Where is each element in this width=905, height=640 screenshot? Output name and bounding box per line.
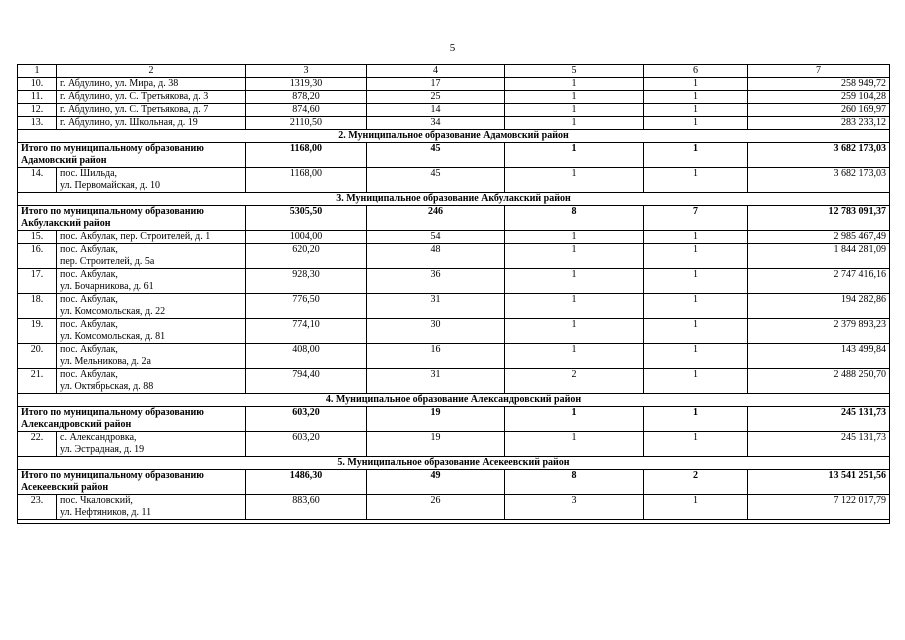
total-cell-c4: 246 — [367, 206, 505, 231]
address-line: пер. Строителей, д. 5а — [60, 255, 155, 267]
cell-c5: 1 — [505, 78, 644, 91]
table-row — [18, 344, 890, 369]
cell-c5: 1 — [505, 244, 644, 269]
cell-c6: 1 — [644, 231, 748, 244]
address-line: ул. Комсомольская, д. 22 — [60, 305, 166, 317]
row-number: 11. — [18, 91, 57, 104]
table-row — [18, 369, 890, 394]
cell-c4: 31 — [367, 294, 505, 319]
cell-c5: 1 — [505, 117, 644, 130]
address-line: пос. Акбулак, — [60, 344, 118, 355]
cell-c7: 2 488 250,70 — [748, 369, 890, 394]
row-number: 23. — [18, 495, 57, 520]
total-cell-c7: 245 131,73 — [748, 407, 890, 432]
address-line: пос. Акбулак, — [60, 244, 118, 255]
cell-c6: 1 — [644, 344, 748, 369]
row-number: 20. — [18, 344, 57, 369]
total-cell-c5: 8 — [505, 470, 644, 495]
address-line: ул. Первомайская, д. 10 — [60, 179, 160, 191]
section-title: 4. Муниципальное образование Александровский район — [18, 394, 890, 407]
housing-table — [17, 64, 890, 524]
table-bottom-band-cell — [18, 520, 890, 524]
section-header-row — [18, 130, 890, 143]
address-cell — [57, 78, 246, 91]
total-cell-c4: 49 — [367, 470, 505, 495]
cell-c3: 2110,50 — [246, 117, 367, 130]
address-line: ул. Октябрьская, д. 88 — [60, 380, 154, 392]
cell-c4: 25 — [367, 91, 505, 104]
address-line: пос. Шильда, — [60, 168, 118, 179]
cell-c3: 883,60 — [246, 495, 367, 520]
cell-c7: 2 985 467,49 — [748, 231, 890, 244]
table-bottom-band — [18, 520, 890, 524]
row-number: 19. — [18, 319, 57, 344]
cell-c6: 1 — [644, 294, 748, 319]
address-cell — [57, 104, 246, 117]
cell-c5: 1 — [505, 269, 644, 294]
total-cell-c6: 2 — [644, 470, 748, 495]
cell-c4: 48 — [367, 244, 505, 269]
row-number: 21. — [18, 369, 57, 394]
total-cell-c6: 1 — [644, 143, 748, 168]
address-line: ул. Комсомольская, д. 81 — [60, 330, 166, 342]
cell-c5: 1 — [505, 91, 644, 104]
section-title: 2. Муниципальное образование Адамовский район — [18, 130, 890, 143]
address-line: пос. Акбулак, — [60, 369, 118, 380]
cell-c4: 36 — [367, 269, 505, 294]
row-number: 18. — [18, 294, 57, 319]
cell-c4: 14 — [367, 104, 505, 117]
cell-c7: 2 379 893,23 — [748, 319, 890, 344]
table-row — [18, 231, 890, 244]
cell-c3: 408,00 — [246, 344, 367, 369]
cell-c6: 1 — [644, 168, 748, 193]
total-label: Итого по муниципальному образованию Асекеевский район — [18, 470, 246, 495]
address-cell — [57, 432, 246, 457]
cell-c3: 776,50 — [246, 294, 367, 319]
address-line: пос. Акбулак, — [60, 269, 118, 280]
col-header: 3 — [246, 65, 367, 78]
cell-c5: 1 — [505, 432, 644, 457]
cell-c7: 194 282,86 — [748, 294, 890, 319]
cell-c7: 245 131,73 — [748, 432, 890, 457]
cell-c7: 143 499,84 — [748, 344, 890, 369]
total-row — [18, 143, 890, 168]
table-row — [18, 495, 890, 520]
cell-c4: 19 — [367, 432, 505, 457]
cell-c5: 1 — [505, 168, 644, 193]
cell-c3: 874,60 — [246, 104, 367, 117]
row-number: 13. — [18, 117, 57, 130]
col-header: 5 — [505, 65, 644, 78]
total-cell-c7: 3 682 173,03 — [748, 143, 890, 168]
address-cell — [57, 117, 246, 130]
address-line: пос. Акбулак, — [60, 294, 118, 305]
address-line: пос. Акбулак, — [60, 319, 118, 330]
address-line: ул. Бочарникова, д. 61 — [60, 280, 154, 292]
address-cell — [57, 319, 246, 344]
address-cell — [57, 495, 246, 520]
cell-c4: 45 — [367, 168, 505, 193]
col-header: 2 — [57, 65, 246, 78]
address-cell — [57, 231, 246, 244]
cell-c4: 16 — [367, 344, 505, 369]
section-title: 3. Муниципальное образование Акбулакский район — [18, 193, 890, 206]
cell-c3: 774,10 — [246, 319, 367, 344]
table-row — [18, 168, 890, 193]
total-cell-c5: 1 — [505, 143, 644, 168]
table-row — [18, 104, 890, 117]
total-cell-c6: 1 — [644, 407, 748, 432]
total-cell-c4: 45 — [367, 143, 505, 168]
row-number: 16. — [18, 244, 57, 269]
cell-c4: 31 — [367, 369, 505, 394]
table-row — [18, 269, 890, 294]
table-row — [18, 319, 890, 344]
row-number: 17. — [18, 269, 57, 294]
table-row — [18, 91, 890, 104]
address-line: ул. Эстрадная, д. 19 — [60, 443, 145, 455]
cell-c5: 3 — [505, 495, 644, 520]
cell-c6: 1 — [644, 91, 748, 104]
address-cell — [57, 91, 246, 104]
row-number: 14. — [18, 168, 57, 193]
cell-c7: 2 747 416,16 — [748, 269, 890, 294]
address-line: ул. Нефтяников, д. 11 — [60, 506, 152, 518]
table-row — [18, 117, 890, 130]
address-line: с. Александровка, — [60, 432, 137, 443]
cell-c6: 1 — [644, 78, 748, 91]
address-cell — [57, 294, 246, 319]
table-row — [18, 294, 890, 319]
cell-c3: 878,20 — [246, 91, 367, 104]
address-line: г. Абдулино, ул. С. Третьякова, д. 3 — [60, 91, 209, 102]
address-cell — [57, 344, 246, 369]
cell-c5: 1 — [505, 319, 644, 344]
total-label: Итого по муниципальному образованию Акбулакский район — [18, 206, 246, 231]
table-row — [18, 244, 890, 269]
address-cell — [57, 269, 246, 294]
address-line: г. Абдулино, ул. Школьная, д. 19 — [60, 117, 198, 128]
cell-c3: 1004,00 — [246, 231, 367, 244]
cell-c6: 1 — [644, 369, 748, 394]
section-header-row — [18, 193, 890, 206]
address-line: пос. Чкаловский, — [60, 495, 133, 506]
cell-c7: 260 169,97 — [748, 104, 890, 117]
cell-c6: 1 — [644, 432, 748, 457]
cell-c4: 17 — [367, 78, 505, 91]
cell-c5: 1 — [505, 294, 644, 319]
cell-c3: 1168,00 — [246, 168, 367, 193]
cell-c6: 1 — [644, 104, 748, 117]
total-row — [18, 470, 890, 495]
cell-c3: 603,20 — [246, 432, 367, 457]
address-cell — [57, 168, 246, 193]
col-header: 1 — [18, 65, 57, 78]
cell-c7: 1 844 281,09 — [748, 244, 890, 269]
address-cell — [57, 244, 246, 269]
address-line: г. Абдулино, ул. С. Третьякова, д. 7 — [60, 104, 209, 115]
cell-c5: 2 — [505, 369, 644, 394]
cell-c7: 3 682 173,03 — [748, 168, 890, 193]
cell-c5: 1 — [505, 344, 644, 369]
total-label: Итого по муниципальному образованию Адамовский район — [18, 143, 246, 168]
cell-c7: 283 233,12 — [748, 117, 890, 130]
cell-c7: 259 104,28 — [748, 91, 890, 104]
section-header-row — [18, 457, 890, 470]
address-line: г. Абдулино, ул. Мира, д. 38 — [60, 78, 179, 89]
row-number: 15. — [18, 231, 57, 244]
address-line: пос. Акбулак, пер. Строителей, д. 1 — [60, 231, 211, 242]
cell-c3: 794,40 — [246, 369, 367, 394]
table-row — [18, 432, 890, 457]
col-header: 4 — [367, 65, 505, 78]
total-cell-c3: 603,20 — [246, 407, 367, 432]
cell-c5: 1 — [505, 104, 644, 117]
total-cell-c3: 1168,00 — [246, 143, 367, 168]
total-cell-c7: 13 541 251,56 — [748, 470, 890, 495]
address-line: ул. Мельникова, д. 2а — [60, 355, 151, 367]
cell-c6: 1 — [644, 244, 748, 269]
section-header-row — [18, 394, 890, 407]
total-cell-c4: 19 — [367, 407, 505, 432]
row-number: 12. — [18, 104, 57, 117]
cell-c6: 1 — [644, 269, 748, 294]
cell-c4: 54 — [367, 231, 505, 244]
total-cell-c7: 12 783 091,37 — [748, 206, 890, 231]
total-cell-c5: 1 — [505, 407, 644, 432]
cell-c5: 1 — [505, 231, 644, 244]
page-number: 5 — [449, 42, 456, 54]
cell-c3: 928,30 — [246, 269, 367, 294]
cell-c3: 1319,30 — [246, 78, 367, 91]
table-row — [18, 78, 890, 91]
row-number: 22. — [18, 432, 57, 457]
cell-c7: 7 122 017,79 — [748, 495, 890, 520]
total-cell-c3: 1486,30 — [246, 470, 367, 495]
cell-c4: 34 — [367, 117, 505, 130]
section-title: 5. Муниципальное образование Асекеевский район — [18, 457, 890, 470]
cell-c6: 1 — [644, 495, 748, 520]
cell-c6: 1 — [644, 319, 748, 344]
total-cell-c3: 5305,50 — [246, 206, 367, 231]
column-number-row — [18, 65, 890, 78]
total-cell-c6: 7 — [644, 206, 748, 231]
table-body — [18, 65, 890, 524]
col-header: 6 — [644, 65, 748, 78]
cell-c3: 620,20 — [246, 244, 367, 269]
row-number: 10. — [18, 78, 57, 91]
total-row — [18, 206, 890, 231]
cell-c7: 258 949,72 — [748, 78, 890, 91]
cell-c4: 26 — [367, 495, 505, 520]
address-cell — [57, 369, 246, 394]
total-cell-c5: 8 — [505, 206, 644, 231]
total-label: Итого по муниципальному образованию Александровский район — [18, 407, 246, 432]
cell-c4: 30 — [367, 319, 505, 344]
col-header: 7 — [748, 65, 890, 78]
cell-c6: 1 — [644, 117, 748, 130]
total-row — [18, 407, 890, 432]
